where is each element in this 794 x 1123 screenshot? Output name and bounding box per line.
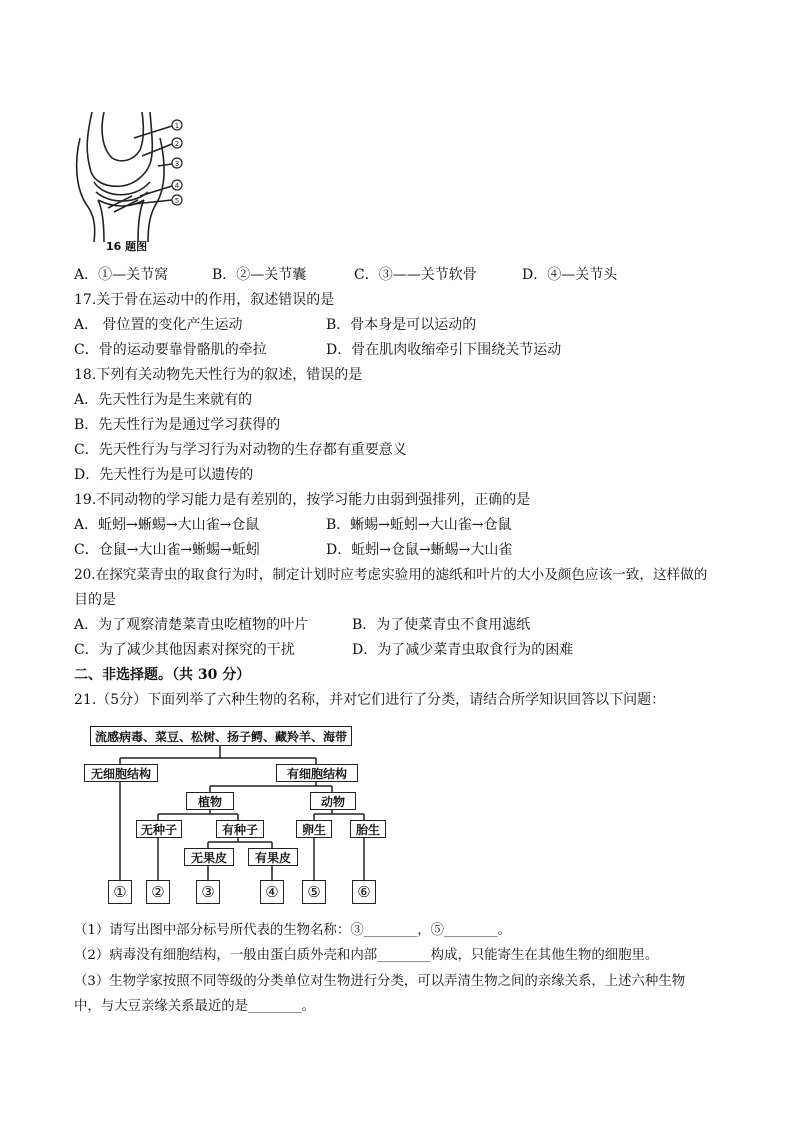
q18-option-a: A．先天性行为是生来就有的 — [74, 392, 253, 408]
q19-option-a: A．蚯蚓→蜥蜴→大山雀→仓鼠 — [74, 517, 260, 533]
has-seed-label: 有种子 — [221, 822, 258, 837]
q20-option-d: D．为了减少菜青虫取食行为的困难 — [352, 642, 574, 658]
q19-option-c: C．仓鼠→大山雀→蜥蜴→蚯蚓 — [74, 542, 260, 558]
has-cell-box — [276, 764, 358, 782]
svg-text:3: 3 — [174, 160, 180, 168]
no-seed-box — [136, 820, 182, 838]
no-cell-box — [84, 764, 158, 782]
q16-option-b: B．②—关节囊 — [212, 267, 307, 283]
q21-sub2: （2）病毒没有细胞结构，一般由蛋白质外壳和内部________构成，只能寄生在其他生物的细胞里。 — [74, 948, 659, 963]
number-box-3 — [196, 880, 220, 904]
animal-box — [310, 792, 356, 810]
svg-text:4: 4 — [174, 182, 180, 190]
q21-sub3-line1: （3）生物学家按照不同等级的分类单位对生物进行分类，可以弄清生物之间的亲缘关系，上述六种生物 — [74, 974, 686, 989]
q18-option-d: D．先天性行为是可以遗传的 — [74, 467, 254, 483]
svg-text:1: 1 — [174, 122, 180, 130]
q20-option-b: B．为了使菜青虫不食用滤纸 — [352, 617, 531, 633]
plant-box — [186, 792, 234, 810]
svg-text:2: 2 — [174, 140, 180, 148]
q18-stem: 18.下列有关动物先天性行为的叙述，错误的是 — [74, 367, 363, 383]
number-5: ⑤ — [307, 883, 321, 901]
animal-label: 动物 — [320, 794, 345, 809]
no-pericarp-box — [184, 848, 234, 866]
q17-option-d: D．骨在肌肉收缩牵引下围绕关节运动 — [326, 342, 562, 358]
q18-option-c: C．先天性行为与学习行为对动物的生存都有重要意义 — [74, 442, 407, 458]
plant-label: 植物 — [197, 794, 222, 809]
has-seed-box — [216, 820, 264, 838]
number-box-2 — [146, 880, 170, 904]
viviparous-box — [350, 820, 386, 838]
joint-figure — [74, 108, 194, 258]
has-pericarp-box — [248, 848, 298, 866]
q21-sub1: （1）请写出图中部分标号所代表的生物名称：③________，⑤________。 — [74, 923, 512, 938]
number-2: ② — [151, 883, 165, 901]
q20-stem-line1: 20.在探究菜青虫的取食行为时，制定计划时应考虑实验用的滤纸和叶片的大小及颜色应该一致，这样做的 — [74, 567, 708, 583]
svg-text:5: 5 — [174, 197, 180, 205]
number-4: ④ — [265, 883, 279, 901]
no-cell-label: 无细胞结构 — [90, 766, 151, 781]
q19-option-d: D．蚯蚓→仓鼠→蜥蜴→大山雀 — [326, 542, 513, 558]
q17-option-a: A． 骨位置的变化产生运动 — [74, 317, 243, 333]
has-cell-label: 有细胞结构 — [286, 766, 347, 781]
diagram-top-box — [90, 726, 352, 746]
joint-diagram — [74, 108, 194, 243]
q20-stem-line2: 目的是 — [74, 592, 116, 608]
q16-option-c: C．③——关节软骨 — [354, 267, 477, 283]
viviparous-label: 胎生 — [355, 822, 380, 837]
number-box-4 — [260, 880, 284, 904]
q17-option-b: B．骨本身是可以运动的 — [326, 317, 477, 333]
oviparous-box — [296, 820, 332, 838]
number-box-6 — [352, 880, 376, 904]
q21-sub3-line2: 中，与大豆亲缘关系最近的是________。 — [74, 999, 316, 1014]
q19-stem: 19.不同动物的学习能力是有差别的，按学习能力由弱到强排列，正确的是 — [74, 492, 531, 508]
has-pericarp-label: 有果皮 — [254, 850, 291, 865]
q16-option-d: D．④—关节头 — [522, 267, 618, 283]
number-3: ③ — [201, 883, 215, 901]
number-1: ① — [113, 883, 127, 901]
no-seed-label: 无种子 — [140, 822, 177, 837]
no-pericarp-label: 无果皮 — [190, 850, 227, 865]
q18-option-b: B．先天性行为是通过学习获得的 — [74, 417, 281, 433]
q20-option-a: A．为了观察清楚菜青虫吃植物的叶片 — [74, 617, 309, 633]
oviparous-label: 卵生 — [301, 822, 326, 837]
classification-diagram — [80, 724, 390, 908]
q17-stem: 17.关于骨在运动中的作用，叙述错误的是 — [74, 292, 335, 308]
figure-caption: 16 题图 — [106, 240, 148, 253]
q19-option-b: B．蜥蜴→蚯蚓→大山雀→仓鼠 — [326, 517, 512, 533]
number-box-5 — [302, 880, 326, 904]
diagram-top-label: 流感病毒、菜豆、松树、扬子鳄、藏羚羊、海带 — [94, 729, 347, 744]
q21-stem: 21.（5分）下面列举了六种生物的名称，并对它们进行了分类，请结合所学知识回答以下问题： — [74, 692, 666, 708]
section-title: 二、非选择题。（共 30 分） — [74, 667, 251, 683]
number-6: ⑥ — [357, 883, 371, 901]
q20-option-c: C．为了减少其他因素对探究的干扰 — [74, 642, 295, 658]
number-box-1 — [108, 880, 132, 904]
q16-option-a: A．①—关节窝 — [74, 267, 169, 283]
q17-option-c: C．骨的运动要靠骨骼肌的牵拉 — [74, 342, 267, 358]
